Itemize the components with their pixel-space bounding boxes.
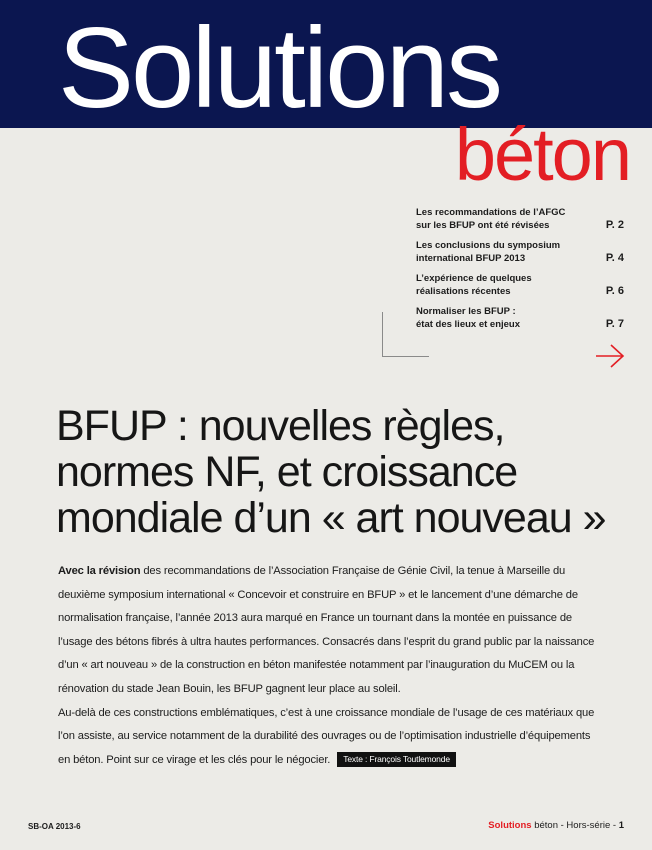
toc-item-line: réalisations récentes (416, 285, 511, 297)
headline-line: BFUP : nouvelles règles, (56, 402, 505, 450)
footer-reference: SB-OA 2013-6 (28, 822, 81, 831)
intro-text: Au-delà de ces constructions emblématiques, c’est à une croissance mondiale de l’usage de ces matériaux que l’on assiste, au service notamment de la durabilité des ouvrages ou de l’optimisation industrielle d’équipements en béton. Point sur ce virage et les clés pour le négocier. (58, 706, 595, 766)
footer-page-number: 1 (618, 820, 624, 831)
footer-folio (488, 820, 624, 831)
toc-item-page: P. 7 (605, 318, 624, 330)
toc-item-line: Les conclusions du symposium (416, 240, 561, 251)
toc-item-line: état des lieux et enjeux (416, 318, 521, 330)
corner-mark-horizontal (382, 356, 429, 357)
corner-mark-vertical (382, 312, 383, 356)
toc-item-page: P. 6 (605, 285, 624, 297)
footer-brand: Solutions (488, 820, 532, 831)
author-credit: Texte : François Toutlemonde (337, 752, 456, 767)
toc-item-line: Les recommandations de l’AFGC (416, 207, 566, 218)
article-intro (58, 560, 598, 772)
toc-item-page: P. 2 (605, 219, 624, 231)
intro-paragraph (58, 560, 598, 702)
table-of-contents (416, 207, 624, 339)
toc-item[interactable] (416, 306, 624, 339)
toc-item[interactable] (416, 240, 624, 273)
headline-line: normes NF, et croissance (56, 448, 518, 496)
masthead-subtitle: béton (454, 113, 630, 196)
intro-lead: Avec la révision (58, 565, 141, 577)
footer-section: béton - Hors-série - (531, 820, 619, 831)
toc-item-line: international BFUP 2013 (416, 252, 526, 264)
masthead-title: Solutions (58, 5, 500, 132)
toc-item-line: L’expérience de quelques (416, 273, 532, 284)
arrow-right-icon[interactable] (594, 342, 626, 370)
intro-text: des recommandations de l’Association Française de Génie Civil, la tenue à Marseille du deuxième symposium international « Concevoir et construire en BFUP » et le lancement d’une démarche de normalisation française, l’année 2013 aura marqué en France un tournant dans la montée en puissance de l’usage des bétons fibrés à ultra hautes performances. Consacrés dans l’esprit du grand public par la naissance d’un « art nouveau » de la construction en béton manifestée notamment par l’inauguration du MuCEM ou la rénovation du stade Jean Bouin, les BFUP gagnent leur place au soleil. (58, 565, 595, 695)
toc-item[interactable] (416, 273, 624, 306)
toc-item-line: sur les BFUP ont été révisées (416, 219, 550, 231)
article-headline (56, 403, 646, 541)
toc-item[interactable] (416, 207, 624, 240)
toc-item-page: P. 4 (605, 252, 624, 264)
intro-paragraph (58, 702, 598, 773)
headline-line: mondiale d’un « art nouveau » (56, 494, 606, 542)
toc-item-line: Normaliser les BFUP : (416, 306, 516, 317)
